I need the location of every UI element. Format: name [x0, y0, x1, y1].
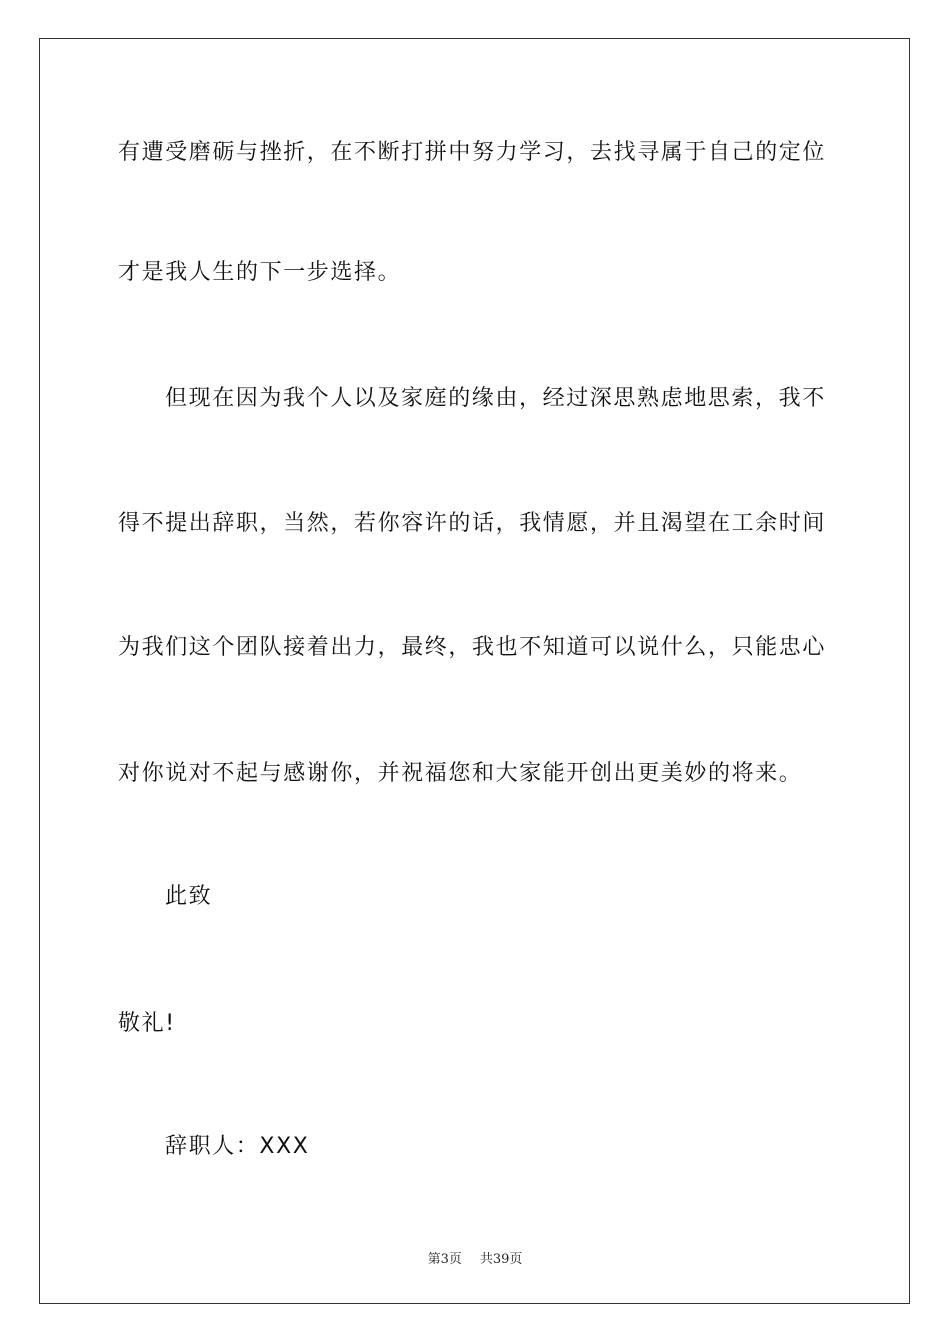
page-footer [0, 1248, 950, 1267]
closing-salutation: 此致 [165, 884, 213, 909]
body-text-line: 为我们这个团队接着出力，最终，我也不知道可以说什么，只能忠心 [118, 635, 827, 660]
body-text-line: 有遭受磨砺与挫折，在不断打拼中努力学习，去找寻属于自己的定位 [118, 140, 827, 165]
closing-regards: 敬礼! [118, 1011, 176, 1036]
page-total: 共39页 [479, 1252, 523, 1267]
body-text-line: 对你说对不起与感谢你，并祝福您和大家能开创出更美妙的将来。 [118, 761, 803, 786]
body-text-line: 得不提出辞职，当然，若你容许的话，我情愿，并且渴望在工余时间 [118, 511, 827, 536]
paragraph-first-line: 但现在因为我个人以及家庭的缘由，经过深思熟虑地思索，我不 [165, 386, 826, 411]
page-frame [39, 38, 910, 1304]
body-text-line: 才是我人生的下一步选择。 [118, 260, 402, 285]
page-number: 第3页 [427, 1252, 462, 1267]
signature-line: 辞职人：XXX [165, 1134, 310, 1159]
